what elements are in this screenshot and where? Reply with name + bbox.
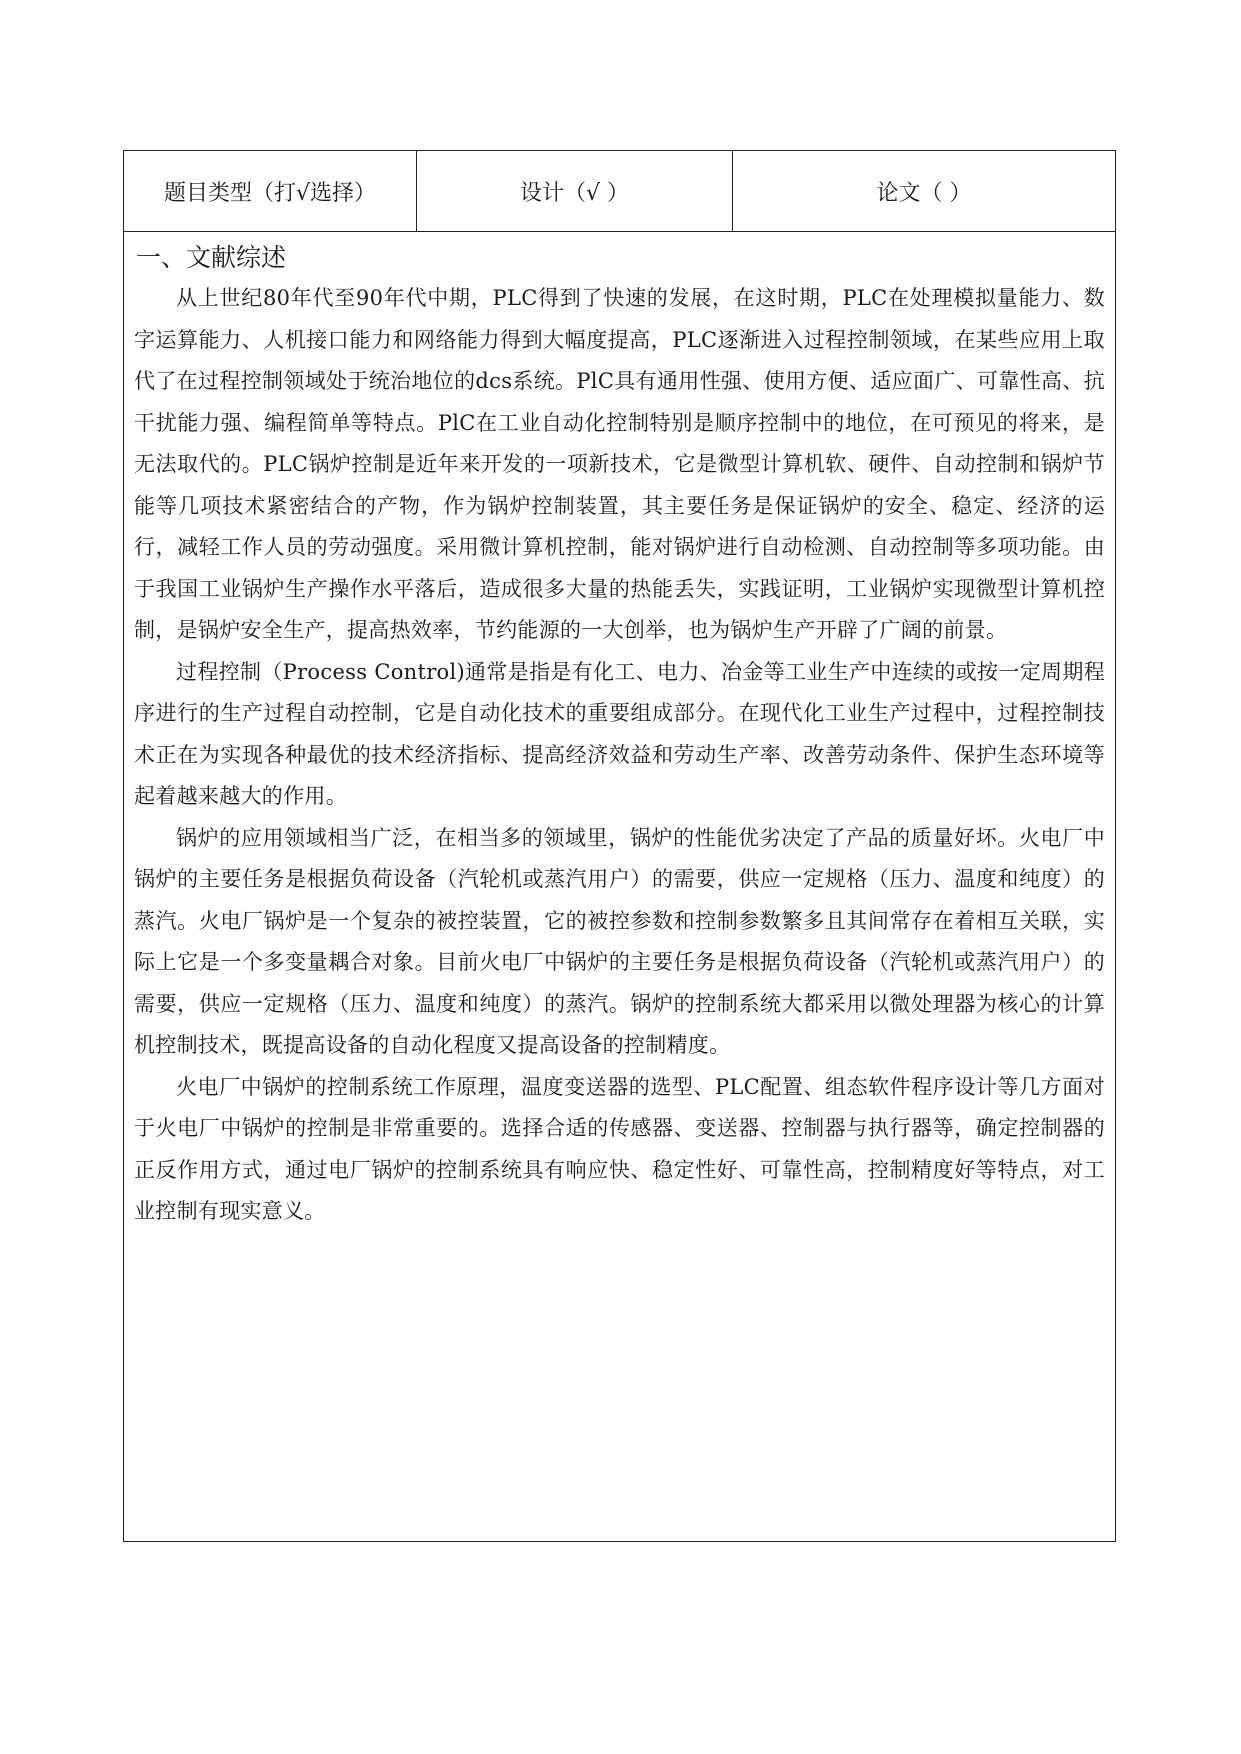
design-option: 设计（√ ） [417,151,733,231]
thesis-option: 论文（ ） [876,180,972,206]
paragraph-4: 火电厂中锅炉的控制系统工作原理，温度变送器的选型、PLC配置、组态软件程序设计等几方面对于火电厂中锅炉的控制是非常重要的。选择合适的传感器、变送器、控制器与执行器等，确定控制器的正反作用方式，通过电厂锅炉的控制系统具有响应快、稳定性好、可靠性高，控制精度好等特点，对工业控制有现实意义。 [134,1074,1105,1223]
paragraph-3: 锅炉的应用领域相当广泛，在相当多的领域里，锅炉的性能优劣决定了产品的质量好坏。火电厂中锅炉的主要任务是根据负荷设备（汽轮机或蒸汽用户）的需要，供应一定规格（压力、温度和纯度）的蒸汽。火电厂锅炉是一个复杂的被控装置，它的被控参数和控制参数繁多且其间常存在着相互关联，实际上它是一个多变量耦合对象。目前火电厂中锅炉的主要任务是根据负荷设备（汽轮机或蒸汽用户）的需要，供应一定规格（压力、温度和纯度）的蒸汽。锅炉的控制系统大都采用以微处理器为核心的计算机控制技术，既提高设备的自动化程度又提高设备的控制精度。 [134,825,1105,1057]
section-title: 一、文献综述 [136,243,287,272]
literature-review-section [124,232,1115,1233]
topic-type-row [124,151,1115,232]
topic-type-label: 题目类型（打√选择） [124,151,417,231]
paragraph-2: 过程控制（Process Control)通常是指是有化工、电力、冶金等工业生产中连续的或按一定周期程序进行的生产过程自动控制，它是自动化技术的重要组成部分。在现代化工业生产过程中，过程控制技术正在为实现各种最优的技术经济指标、提高经济效益和劳动生产率、改善劳动条件、保护生态环境等起着越来越大的作用。 [134,659,1105,808]
paragraph-1: 从上世纪80年代至90年代中期，PLC得到了快速的发展，在这时期，PLC在处理模拟量能力、数字运算能力、人机接口能力和网络能力得到大幅度提高，PLC逐渐进入过程控制领域，在某些应用上取代了在过程控制领域处于统治地位的dcs系统。PlC具有通用性强、使用方便、适应面广、可靠性高、抗干扰能力强、编程简单等特点。PlC在工业自动化控制特别是顺序控制中的地位，在可预见的将来，是无法取代的。PLC锅炉控制是近年来开发的一项新技术，它是微型计算机软、硬件、自动控制和锅炉节能等几项技术紧密结合的产物，作为锅炉控制装置，其主要任务是保证锅炉的安全、稳定、经济的运行，减轻工作人员的劳动强度。采用微计算机控制，能对锅炉进行自动检测、自动控制等多项功能。由于我国工业锅炉生产操作水平落后，造成很多大量的热能丢失，实践证明，工业锅炉实现微型计算机控制，是锅炉安全生产，提高热效率，节约能源的一大创举，也为锅炉生产开辟了广阔的前景。 [134,286,1105,642]
form-table [123,150,1116,1542]
